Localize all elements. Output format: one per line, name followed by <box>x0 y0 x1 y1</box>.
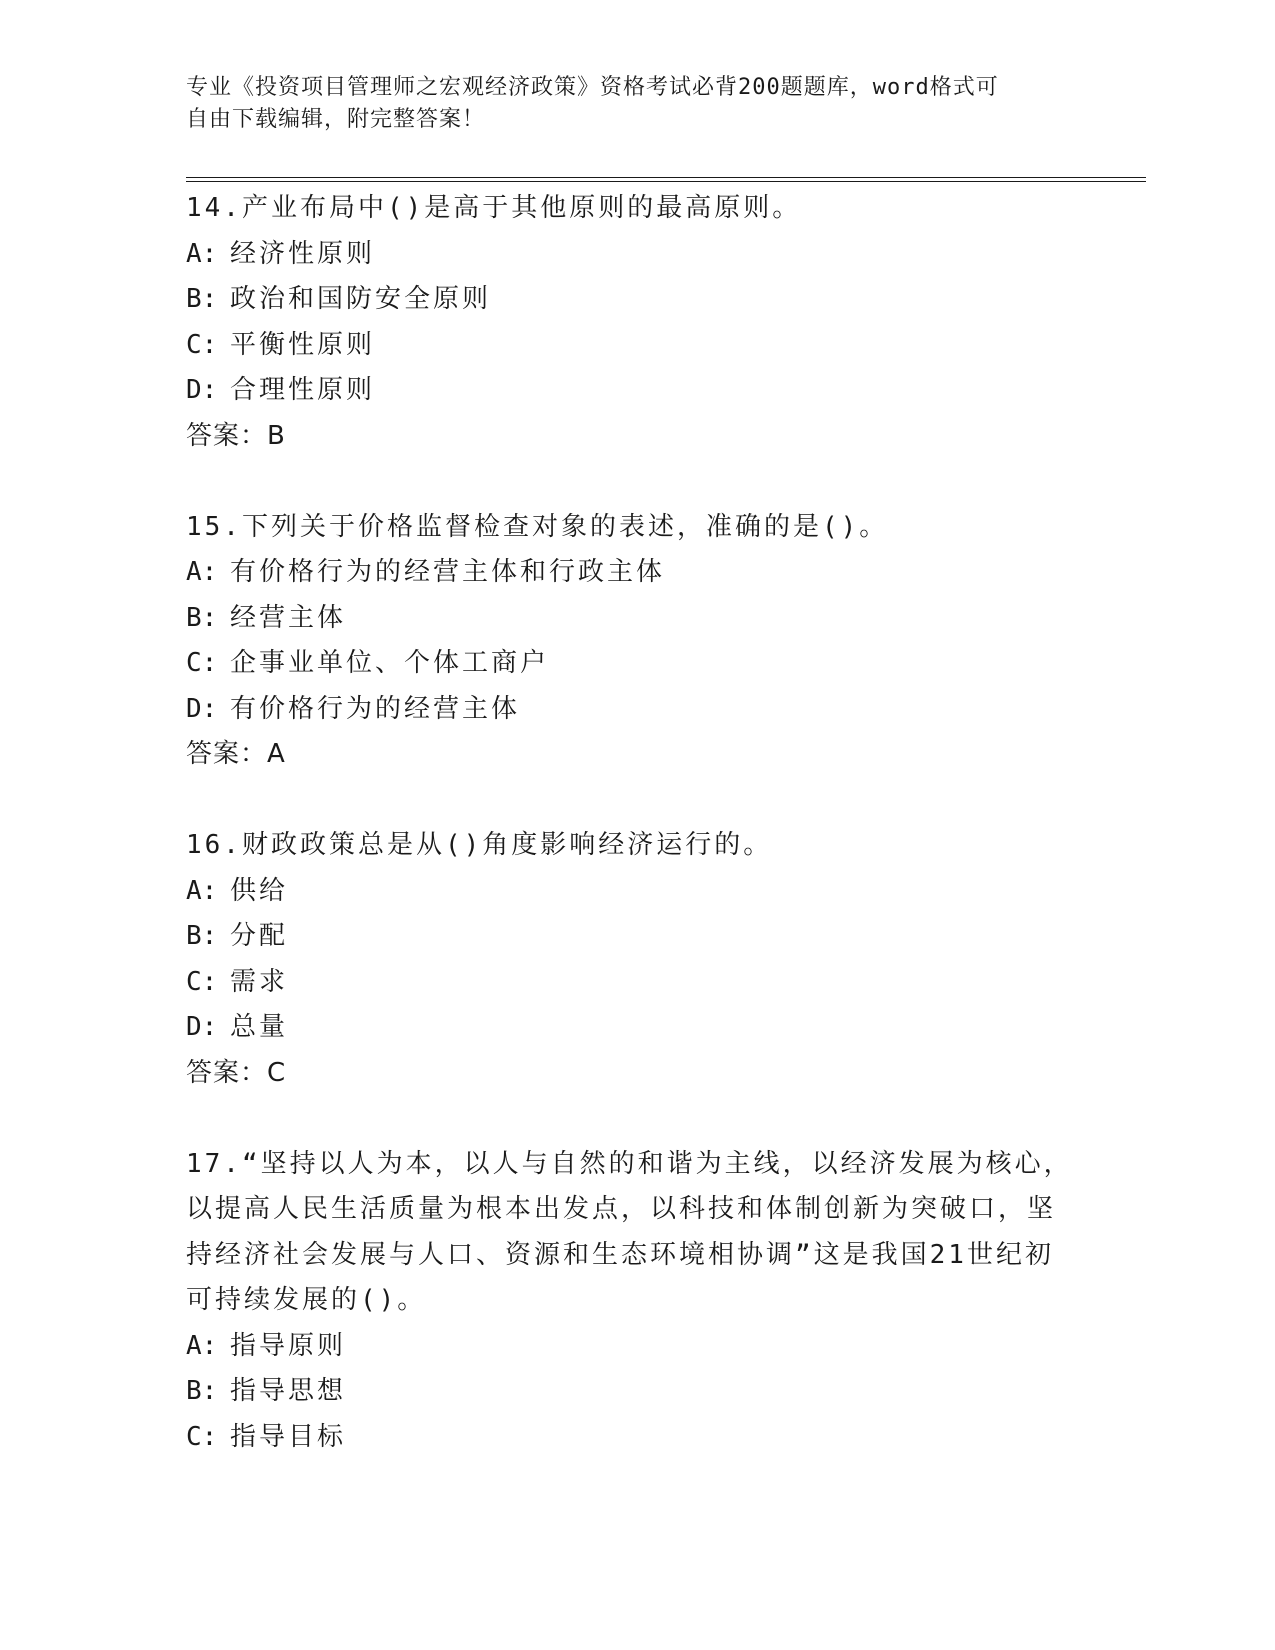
answer-option <box>186 1005 1086 1051</box>
question-stem-line: 可持续发展的()。 <box>186 1285 427 1315</box>
answer-option <box>186 596 1086 642</box>
header-line-2: 自由下载编辑，附完整答案！ <box>186 107 486 132</box>
question-stem-line: 17.“坚持以人为本，以人与自然的和谐为主线，以经济发展为核心， <box>186 1148 1073 1179</box>
option-text: 合理性原则 <box>230 375 376 405</box>
question-spacer <box>186 1096 1086 1142</box>
option-text: 政治和国防安全原则 <box>230 284 492 314</box>
option-text: 分配 <box>230 921 289 951</box>
option-text: 指导原则 <box>230 1330 347 1361</box>
option-text: 企事业单位、个体工商户 <box>230 648 550 678</box>
option-letter: B: <box>186 602 218 633</box>
answer-key: 答案：A <box>186 739 286 769</box>
question-stem-line: 16.财政政策总是从()角度影响经济运行的。 <box>186 830 773 860</box>
option-text: 平衡性原则 <box>230 329 376 360</box>
option-letter: B: <box>186 1376 218 1406</box>
question-spacer <box>186 459 1086 505</box>
answer-option <box>186 914 1086 960</box>
option-letter: C: <box>186 1421 218 1452</box>
header-divider-bottom <box>186 181 1146 182</box>
answer-option <box>186 277 1086 323</box>
question-stem-line: 以提高人民生活质量为根本出发点，以科技和体制创新为突破口，坚 <box>186 1194 1057 1224</box>
option-letter: B: <box>186 921 218 951</box>
answer-option <box>186 232 1086 278</box>
answer-key: 答案：B <box>186 420 286 451</box>
option-letter: A: <box>186 238 218 269</box>
option-text: 指导目标 <box>230 1421 347 1452</box>
question-block <box>186 505 1086 778</box>
question-stem-line: 持经济社会发展与人口、资源和生态环境相协调”这是我国21世纪初 <box>186 1239 1054 1270</box>
option-letter: B: <box>186 284 218 314</box>
document-header <box>186 72 1066 136</box>
option-text: 有价格行为的经营主体和行政主体 <box>230 557 666 587</box>
question-list <box>186 186 1086 1460</box>
answer-option <box>186 550 1086 596</box>
question-stem-line: 15.下列关于价格监督检查对象的表述，准确的是()。 <box>186 511 889 542</box>
option-letter: C: <box>186 966 218 997</box>
option-text: 指导思想 <box>230 1376 347 1406</box>
header-line-1: 专业《投资项目管理师之宏观经济政策》资格考试必背200题题库，word格式可 <box>186 75 999 100</box>
option-letter: C: <box>186 648 218 678</box>
question-block <box>186 823 1086 1096</box>
answer-option <box>186 641 1086 687</box>
option-text: 有价格行为的经营主体 <box>230 693 521 724</box>
answer-option <box>186 1324 1086 1370</box>
question-spacer <box>186 778 1086 824</box>
answer-option <box>186 323 1086 369</box>
answer-option <box>186 960 1086 1006</box>
option-letter: A: <box>186 557 218 587</box>
option-letter: A: <box>186 1330 218 1361</box>
answer-option <box>186 1415 1086 1461</box>
question-stem-line: 14.产业布局中()是高于其他原则的最高原则。 <box>186 193 802 223</box>
question-block <box>186 1142 1086 1461</box>
option-letter: C: <box>186 329 218 360</box>
option-text: 供给 <box>230 875 289 906</box>
option-text: 经营主体 <box>230 602 347 633</box>
question-block <box>186 186 1086 459</box>
answer-option <box>186 1369 1086 1415</box>
answer-option <box>186 368 1086 414</box>
answer-option <box>186 869 1086 915</box>
header-divider-top <box>186 177 1146 178</box>
option-text: 需求 <box>230 966 289 997</box>
option-letter: D: <box>186 693 218 724</box>
option-text: 经济性原则 <box>230 238 376 269</box>
option-letter: D: <box>186 375 218 405</box>
option-letter: D: <box>186 1012 218 1042</box>
option-text: 总量 <box>230 1012 289 1042</box>
answer-option <box>186 687 1086 733</box>
answer-key: 答案：C <box>186 1057 287 1088</box>
option-letter: A: <box>186 875 218 906</box>
